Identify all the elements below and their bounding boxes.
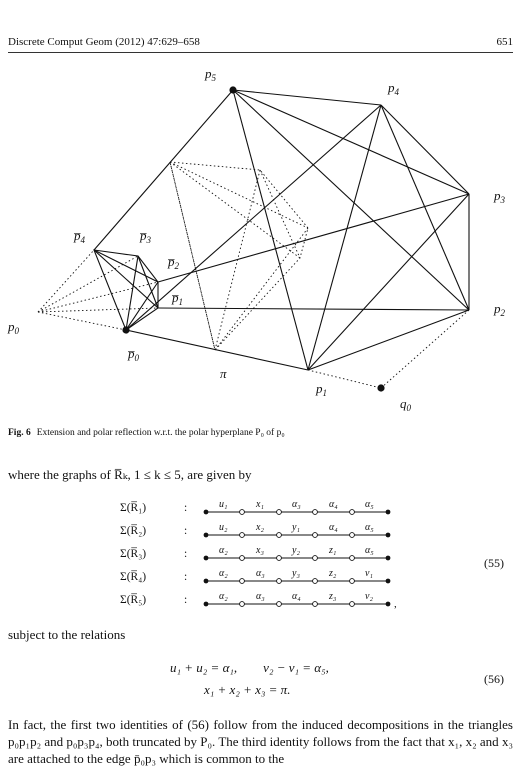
dotted-edges: [38, 162, 469, 388]
relation-line-1: u₁ + u₂ = α₁, v₂ − v₁ = α₅,: [170, 660, 329, 675]
equation-55: [120, 496, 420, 611]
relations-intro: subject to the relations: [8, 627, 126, 642]
label-q0: $q_0$: [400, 396, 411, 413]
graph-node-filled: [204, 533, 209, 538]
graph-node-filled: [386, 533, 391, 538]
edge-label: α₅: [365, 499, 374, 510]
page-number: 651: [496, 36, 513, 48]
relation-line-2: x₁ + x₂ + x₃ = π.: [204, 682, 291, 697]
edge-label: α₄: [292, 591, 301, 602]
edge-p5-p2: [233, 90, 469, 310]
graph-node: [277, 510, 282, 515]
edge-p4-pb0: [126, 105, 381, 330]
graph-node: [313, 533, 318, 538]
graph-lhs: Σ(R̅₂): [120, 525, 147, 537]
graph-lhs: Σ(R̅₅): [120, 594, 147, 606]
edge-label: x₃: [256, 545, 264, 556]
edge-label: α₃: [256, 568, 265, 579]
label-pbar1: $p̅_1$: [172, 290, 183, 307]
edge-label: α₂: [219, 568, 228, 579]
edge-p4-p3: [381, 105, 469, 194]
graph-node: [240, 556, 245, 561]
coxeter-graph: [200, 542, 400, 565]
graph-node-filled: [386, 510, 391, 515]
label-pbar3: $p̅_3$: [140, 228, 151, 245]
label-pbar2: $p̅_2$: [168, 254, 179, 271]
edge-label: α₃: [256, 591, 265, 602]
edge-label: α₅: [365, 545, 374, 556]
plane-diag-3: [170, 162, 215, 350]
caption-number: Fig. 6: [8, 428, 31, 438]
edge-p4-p2: [381, 105, 469, 310]
plane-diag-2: [170, 162, 300, 258]
intro-sentence: where the graphs of R̅ₖ, 1 ≤ k ≤ 5, are given by: [8, 467, 252, 482]
graph-node-filled: [204, 556, 209, 561]
caption-text: Extension and polar reflection w.r.t. the polar hyperplane P₀ of p₀: [36, 428, 285, 438]
graph-node: [350, 533, 355, 538]
edge-label: α₃: [292, 499, 301, 510]
graph-colon: :: [184, 548, 188, 560]
dotted-p0-pb0: [38, 312, 126, 330]
graph-lhs: Σ(R̅₁): [120, 502, 147, 514]
edge-label: z₃: [329, 591, 337, 602]
edge-label: α₅: [365, 522, 374, 533]
plane-diag-4: [215, 170, 260, 350]
graph-colon: :: [184, 571, 188, 583]
edge-label: y₂: [292, 545, 300, 556]
vertex-pb0: [122, 326, 129, 333]
graph-node: [240, 533, 245, 538]
edge-p5-p4: [233, 90, 381, 105]
edge-label: α₄: [329, 499, 338, 510]
face-diag-4: [138, 256, 158, 308]
equation-number-55: (55): [484, 556, 504, 570]
journal-reference: Discrete Comput Geom (2012) 47:629–658: [8, 36, 200, 48]
vertex-q0: [377, 384, 384, 391]
dotted-p0-pb3: [38, 256, 138, 312]
edge-label: u₁: [219, 499, 228, 510]
face-diag-2: [94, 250, 158, 308]
graph-node: [277, 602, 282, 607]
trailing-comma: ,: [394, 598, 397, 610]
polar-plane-pi: [170, 162, 308, 350]
figure-caption: [8, 428, 285, 438]
graph-node: [350, 510, 355, 515]
graph-node-filled: [204, 510, 209, 515]
graph-row: [120, 565, 420, 588]
dotted-p0-pb2: [38, 282, 158, 312]
dotted-p0-pb4: [38, 250, 94, 312]
edge-label: x₂: [256, 522, 264, 533]
graph-node-filled: [204, 579, 209, 584]
header-rule: [8, 52, 513, 53]
graph-lhs: Σ(R̅₃): [120, 548, 147, 560]
graph-row: [120, 542, 420, 565]
graph-node: [350, 579, 355, 584]
graph-node: [313, 579, 318, 584]
edge-p5-p3: [233, 90, 469, 194]
graph-node: [313, 510, 318, 515]
label-pbar4: $p̅_4$: [74, 228, 85, 245]
edge-label: v₁: [365, 568, 373, 579]
edge-label: y₁: [292, 522, 300, 533]
paragraph-text: In fact, the first two identities of (56) follow from the induced decompositions in the triangles p₀p₁p₂ and p₀p₃p₄, both truncated by P₀. The third identity follows from the fact that x₁, x₂ and x₃ are attached to the edge p̄₀p₃ which is common to the: [8, 717, 513, 766]
graph-row: [120, 588, 420, 611]
graph-node: [313, 602, 318, 607]
edge-label: α₂: [219, 591, 228, 602]
graph-row: [120, 519, 420, 542]
label-p0: $p_0$: [8, 319, 19, 336]
graph-node: [277, 556, 282, 561]
label-p3: $p_3$: [494, 188, 505, 205]
solid-edges: [94, 90, 469, 370]
vertex-p5: [229, 86, 236, 93]
graph-colon: :: [184, 502, 188, 514]
edge-label: α₄: [329, 522, 338, 533]
edge-label: v₂: [365, 591, 373, 602]
plane-diag-1: [170, 162, 308, 228]
graph-node: [350, 556, 355, 561]
graph-node-filled: [204, 602, 209, 607]
truncation-face: [94, 250, 158, 330]
label-pi: π: [220, 366, 227, 381]
edge-p3-pb2: [158, 194, 469, 282]
edge-p5-p1: [233, 90, 308, 370]
label-p4: $p_4$: [388, 80, 399, 97]
graph-node: [240, 579, 245, 584]
graph-lhs: Σ(R̅₄): [120, 571, 147, 583]
edge-label: z₁: [329, 545, 337, 556]
coxeter-graph: [200, 565, 400, 588]
graph-node-filled: [386, 579, 391, 584]
graph-node: [350, 602, 355, 607]
graph-node-filled: [386, 602, 391, 607]
figure-6-diagram: [0, 60, 521, 425]
graph-node: [277, 579, 282, 584]
coxeter-graph: [200, 588, 400, 611]
equation-number-56: (56): [484, 672, 504, 686]
dotted-p2-q0: [381, 310, 469, 388]
label-p2: $p_2$: [494, 301, 505, 318]
graph-colon: :: [184, 594, 188, 606]
edge-p5-pb4: [94, 90, 233, 250]
label-p1: $p_1$: [316, 381, 327, 398]
edge-p1-pb0: [126, 330, 308, 370]
graph-colon: :: [184, 525, 188, 537]
edge-label: x₁: [256, 499, 264, 510]
coxeter-graph: [200, 496, 400, 519]
body-paragraph: [8, 716, 513, 767]
plane-diag-6: [215, 228, 308, 350]
graph-node: [240, 510, 245, 515]
label-pbar0: $p̅_0$: [128, 346, 139, 363]
graph-node: [240, 602, 245, 607]
running-header: [8, 36, 513, 52]
edge-label: z₂: [329, 568, 337, 579]
coxeter-graph: [200, 519, 400, 542]
edge-p2-p1: [308, 310, 469, 370]
edge-label: y₃: [292, 568, 300, 579]
graph-row: [120, 496, 420, 519]
graph-node: [313, 556, 318, 561]
graph-node-filled: [386, 556, 391, 561]
edge-label: α₂: [219, 545, 228, 556]
label-p5: $p_5$: [205, 66, 216, 83]
graph-node: [277, 533, 282, 538]
edge-label: u₂: [219, 522, 228, 533]
